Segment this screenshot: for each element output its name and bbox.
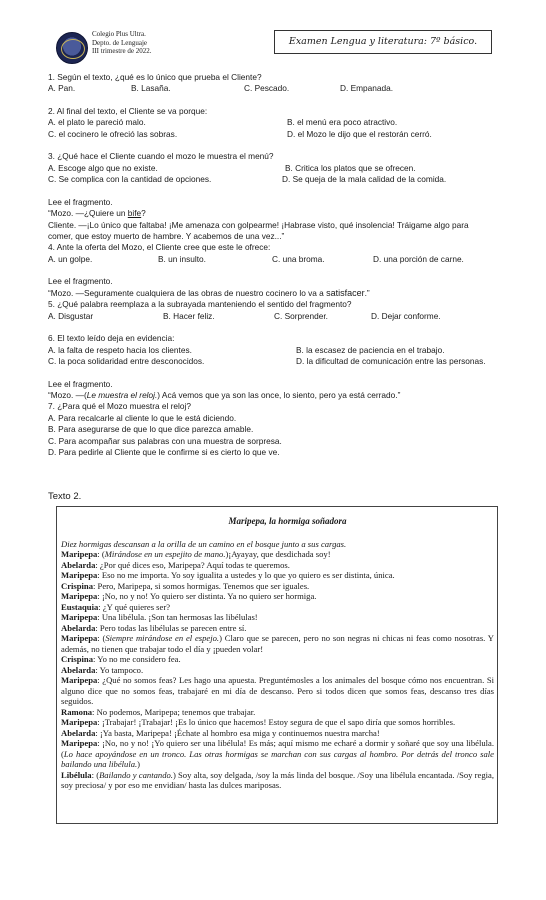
question-2 (48, 106, 508, 140)
option-c: C. Sorprender. (274, 310, 328, 321)
dialogue-line: Abelarda: ¡Ya basta, Maripepa! ¡Échate al hombro esa miga y continuemos nuestra marcha! (61, 727, 380, 738)
text-2-title: Maripepa, la hormiga soñadora (228, 516, 347, 526)
dialogue-text: )¡Ayayay, que desdichada soy! (225, 549, 331, 559)
stage-direction: Siempre mirándose en el espejo. (105, 633, 220, 643)
dialogue-line: Maripepa: Una libélula. ¡Son tan hermosas las libélulas! (61, 612, 258, 622)
dialogue-text: ¡No, no y no! Yo quiero ser distinta. Ya no quiero ser hormiga. (101, 591, 317, 601)
text-2-label: Texto 2. (48, 491, 82, 502)
highlighted-word: satisfacer (326, 287, 365, 298)
question-7 (48, 379, 508, 459)
dialogue-line: Libélula: (Bailando y cantando.) Soy alta, soy delgada, /soy la más linda del bosque. /Soy una libélula encantada. /Soy regia, soy preciosa/ y por eso me envidian/ hasta las dulces mariposas. (61, 769, 494, 790)
option-d: D. Empanada. (340, 83, 394, 94)
punctuation: ( (96, 769, 100, 780)
fragment-intro: Lee el fragmento. (48, 378, 113, 389)
speaker-name: Maripepa (61, 717, 98, 727)
underlined-word: bife (127, 208, 142, 219)
option-b: B. Para asegurarse de que lo que dice parezca amable. (48, 424, 254, 435)
dialogue-text: No podemos, Maripepa; tenemos que trabajar. (96, 706, 256, 717)
dialogue-text: Eso no me importa. Yo soy igualita a ustedes y lo que yo quiero es ser distinta, única. (101, 570, 395, 580)
speaker-name: Ramona (61, 706, 93, 717)
stage-intro: Diez hormigas descansan a la orilla de un camino en el bosque junto a sus cargas. (61, 538, 347, 549)
dialogue-text: Yo no me considero fea. (97, 654, 181, 664)
question-stem: 4. Ante la oferta del Mozo, el Cliente cree que este le ofrece: (48, 242, 271, 253)
dialogue-text: ¿Qué no somos feas? Les hago una apuesta. Preguntémosles a los animales del bosque cómo nos encuentran. Si alguno dice que no somos feas, trabajaré en mi día de descanso. Pero si todos dicen que somos feas, descanso tres días seguidos. (61, 675, 494, 706)
question-4 (48, 197, 508, 265)
speaker-name: Libélula (61, 769, 92, 780)
dialogue-text: ¡No, no y no! ¡Yo quiero ser una libélula! Es más; aquí mismo me echaré a dormir y soñaré que soy una libélula. ( (61, 738, 494, 759)
dialogue-text: Pero todas las libélulas se parecen entre sí. (99, 622, 247, 633)
dialogue-text: Yo tampoco. (99, 664, 144, 675)
dialogue-line: Maripepa: (Siempre mirándose en el espejo.) Claro que se parecen, pero no son negras ni chicas ni feas como nosotras. Y además, no tienen que trabajar todo el día y ¡pueden volar! (61, 633, 494, 654)
option-d: D. la dificultad de comunicación entre las personas. (296, 355, 486, 366)
fragment-text: “Mozo. —¿Quiere un (48, 208, 128, 219)
option-d: D. Dejar conforme. (371, 310, 441, 321)
stage-direction: Lo hace apoyándose en un tronco. Las otras hormigas se marchan con sus cargas al hombro. Por detrás del tronco sale bailando una libélula. (61, 748, 494, 769)
speaker-name: Abelarda (61, 664, 96, 675)
speaker-name: Maripepa (61, 675, 98, 685)
options-row (48, 117, 508, 128)
dialogue-line: Abelarda: ¿Por qué dices eso, Maripepa? Aquí todas te queremos. (61, 559, 290, 570)
option-a: A. Pan. (48, 83, 76, 94)
dialogue-line: Crispina: Yo no me considero fea. (61, 654, 181, 664)
dialogue-text: ) Claro que se parecen, pero no son negras ni chicas ni feas como nosotras. Y además, no tienen que trabajar todo el día y ¡pueden volar! (61, 633, 494, 654)
options-row (48, 163, 508, 174)
options-row (48, 311, 508, 322)
options-row (48, 345, 508, 356)
option-b: B. un insulto. (158, 253, 206, 264)
option-c: C. Se complica con la cantidad de opciones. (48, 174, 212, 185)
option-b: B. la escasez de paciencia en el trabajo. (296, 344, 445, 355)
fragment-intro: Lee el fragmento. (48, 276, 113, 287)
exam-header (56, 30, 496, 64)
stage-direction: Le muestra el reloj. (86, 389, 158, 400)
punctuation: ( (102, 633, 106, 643)
option-b: B. Hacer feliz. (163, 310, 215, 321)
speaker-name: Maripepa (61, 612, 98, 622)
dialogue-line: Ramona: No podemos, Maripepa; tenemos que trabajar. (61, 706, 256, 717)
options-row (48, 356, 508, 367)
speaker-name: Crispina (61, 580, 93, 591)
option-a: A. Disgustar (48, 310, 94, 321)
dialogue-line: Abelarda: Yo tampoco. (61, 664, 144, 675)
department: Depto. de Lenguaje (92, 38, 148, 47)
school-crest-icon (56, 32, 88, 64)
fragment-text: “Mozo. —Seguramente cualquiera de las obras de nuestro cocinero lo va a (48, 287, 327, 298)
speaker-name: Crispina (61, 654, 93, 664)
option-c: C. una broma. (272, 253, 325, 264)
option-b: B. Critica los platos que se ofrecen. (285, 162, 416, 173)
dialogue-line: Eustaquia: ¿Y qué quieres ser? (61, 601, 171, 612)
stage-direction: Bailando y cantando. (99, 769, 173, 780)
dialogue-text: ¡Ya basta, Maripepa! ¡Échate al hombro esa miga y continuemos nuestra marcha! (99, 727, 380, 738)
options-row (48, 174, 508, 185)
question-stem: 2. Al final del texto, el Cliente se va porque: (48, 105, 208, 116)
question-5 (48, 276, 508, 322)
question-6 (48, 333, 508, 367)
speaker-name: Abelarda (61, 559, 96, 570)
dialogue-line: Maripepa: (Mirándose en un espejito de mano.)¡Ayayay, que desdichada soy! (61, 549, 331, 559)
option-c: C. Para acompañar sus palabras con una muestra de sorpresa. (48, 435, 282, 446)
fragment-intro: Lee el fragmento. (48, 196, 113, 207)
speaker-name: Maripepa (61, 570, 98, 580)
option-c: C. el cocinero le ofreció las sobras. (48, 128, 178, 139)
speaker-name: Maripepa (61, 591, 98, 601)
dialogue-line: Maripepa: ¡No, no y no! Yo quiero ser distinta. Ya no quiero ser hormiga. (61, 591, 317, 601)
fragment-line (48, 288, 508, 299)
question-1 (48, 72, 508, 95)
dialogue-text: ) Soy alta, soy delgada, /soy la más linda del bosque. /Soy una libélula encantada. /Soy regia, soy preciosa/ y por eso me envidian/ hasta las dulces mariposas. (61, 769, 494, 790)
question-stem: 3. ¿Qué hace el Cliente cuando el mozo le muestra el menú? (48, 151, 274, 162)
dialogue-line: Crispina: Pero, Maripepa, si somos hormigas. Tenemos que ser iguales. (61, 580, 310, 591)
options-row (48, 254, 508, 265)
dialogue-text: ¡Trabajar! ¡Trabajar! ¡Es lo único que hacemos! Estoy segura de que el sapo diría que somos horribles. (101, 717, 456, 727)
speaker-name: Maripepa (61, 549, 98, 559)
option-a: A. Para recalcarle al cliente lo que le está diciendo. (48, 412, 237, 423)
punctuation: ) (137, 759, 141, 769)
fragment-line (48, 208, 508, 219)
punctuation: ( (101, 549, 105, 559)
fragment-text: “Mozo. —( (48, 389, 87, 400)
option-c: C. Pescado. (244, 83, 290, 94)
option-d: D. el Mozo le dijo que el restorán cerró. (287, 128, 432, 139)
stage-direction: Mirándose en un espejito de mano. (104, 549, 226, 559)
exam-title: Examen Lengua y literatura: 7º básico. (274, 30, 492, 54)
option-d: D. Para pedirle al Cliente que le confirme si es cierto lo que ve. (48, 446, 280, 457)
fragment-line (48, 390, 508, 401)
speaker-name: Abelarda (61, 727, 96, 738)
fragment-line: Cliente. —¡Lo único que faltaba! ¡Me amenaza con golpearme! ¡Habrase visto, qué insolencia! Tráigame algo para (48, 219, 469, 230)
option-a: A. un golpe. (48, 253, 93, 264)
dialogue-line: Maripepa: ¡No, no y no! ¡Yo quiero ser una libélula! Es más; aquí mismo me echaré a dormir y soñaré que soy una libélula. (Lo hace apoyándose en un tronco. Las otras hormigas se marchan con sus cargas al hombro. Por detrás del tronco sale bailando una libélula.) (61, 738, 494, 769)
fragment-text: ? (141, 208, 146, 219)
question-stem: 6. El texto leído deja en evidencia: (48, 333, 175, 344)
option-a: A. la falta de respeto hacia los clientes. (48, 344, 192, 355)
term: III trimestre de 2022. (92, 47, 152, 55)
dialogue (61, 549, 494, 791)
dialogue-text: ¿Y qué quieres ser? (102, 601, 171, 612)
dialogue-line: Maripepa: Eso no me importa. Yo soy igualita a ustedes y lo que yo quiero es ser distinta, única. (61, 570, 395, 580)
question-stem: 1. Según el texto, ¿qué es lo único que prueba el Cliente? (48, 72, 262, 82)
option-d: D. Se queja de la mala calidad de la comida. (282, 174, 447, 185)
questions-section (48, 72, 508, 458)
question-stem: 5. ¿Qué palabra reemplaza a la subrayada manteniendo el sentido del fragmento? (48, 299, 352, 310)
fragment-text: .” (364, 287, 370, 298)
dialogue-text: Una libélula. ¡Son tan hermosas las libélulas! (101, 612, 258, 622)
option-d: D. una porción de carne. (373, 253, 464, 264)
question-3 (48, 151, 508, 185)
option-a: A. Escoge algo que no existe. (48, 162, 158, 173)
option-a: A. el plato le pareció malo. (48, 117, 146, 128)
option-b: B. el menú era poco atractivo. (287, 117, 398, 128)
question-stem: 7. ¿Para qué el Mozo muestra el reloj? (48, 401, 191, 412)
fragment-text: ) Acá vemos que ya son las once, lo siento, pero ya está cerrado.” (157, 389, 401, 400)
dialogue-text: ¿Por qué dices eso, Maripepa? Aquí todas te queremos. (99, 559, 290, 570)
speaker-name: Abelarda (61, 622, 96, 633)
speaker-name: Eustaquia (61, 601, 99, 612)
school-info (92, 30, 151, 56)
dialogue-line: Abelarda: Pero todas las libélulas se parecen entre sí. (61, 622, 247, 633)
dialogue-line: Maripepa: ¿Qué no somos feas? Les hago una apuesta. Preguntémosles a los animales del bosque cómo nos encuentran. Si alguno dice que no somos feas, trabajaré en mi día de descanso. Pero si todos dicen que somos feas, descanso tres días seguidos. (61, 675, 494, 706)
dialogue-line: Maripepa: ¡Trabajar! ¡Trabajar! ¡Es lo único que hacemos! Estoy segura de que el sapo diría que somos horribles. (61, 717, 456, 727)
text-2-box (56, 506, 498, 824)
options-row (48, 83, 508, 94)
options-row (48, 129, 508, 140)
school-name: Colegio Plus Ultra. (92, 30, 146, 38)
dialogue-text: Pero, Maripepa, si somos hormigas. Tenemos que ser iguales. (97, 580, 310, 591)
option-c: C. la poca solidaridad entre desconocidos. (48, 355, 205, 366)
fragment-line: comer, que estoy muerto de hambre. Y acabemos de una vez...” (48, 230, 285, 241)
speaker-name: Maripepa (61, 633, 98, 643)
speaker-name: Maripepa (61, 738, 98, 748)
option-b: B. Lasaña. (131, 83, 171, 94)
